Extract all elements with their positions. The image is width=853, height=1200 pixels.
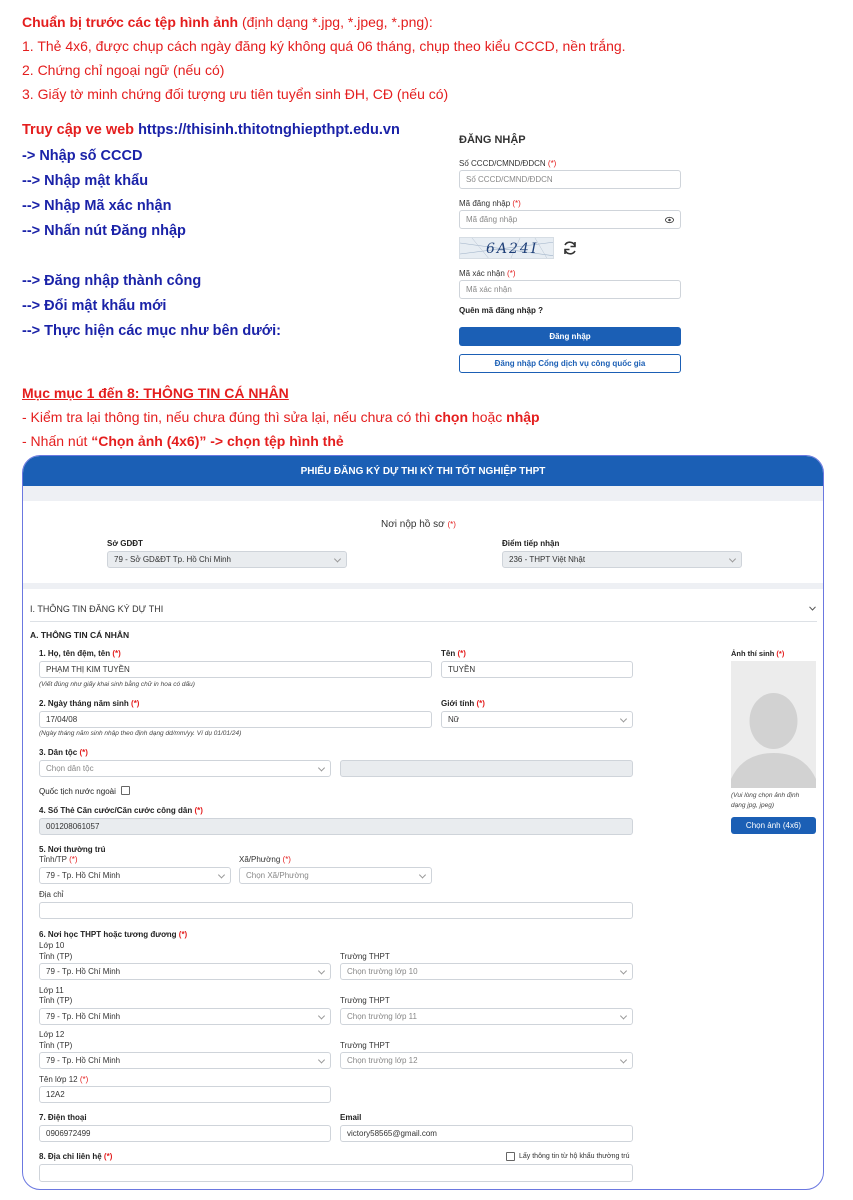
chevron-down-icon	[729, 555, 736, 562]
ward-select[interactable]	[239, 867, 432, 884]
req-mark: (*)	[457, 649, 466, 658]
note-text: hoặc	[468, 409, 507, 425]
class-12-name-input[interactable]: 12A2	[39, 1086, 331, 1103]
req-mark: (*)	[476, 699, 485, 708]
chevron-down-icon	[620, 715, 627, 722]
req-mark: (*)	[69, 855, 78, 864]
class-12-name-label	[39, 1075, 88, 1084]
req-mark: (*)	[282, 855, 291, 864]
step-3: --> Nhập Mã xác nhận	[22, 198, 172, 214]
contact-address-label	[39, 1152, 112, 1161]
chevron-down-icon	[218, 871, 225, 878]
ten-label-text: Tên	[441, 649, 456, 658]
intro-item-1: 1. Thẻ 4x6, được chụp cách ngày đăng ký không quá 06 tháng, chụp theo kiểu CCCD, nền trắng.	[22, 38, 626, 54]
login-pw-input[interactable]	[459, 210, 681, 229]
dob-input[interactable]: 17/04/08	[39, 711, 432, 728]
req-mark: (*)	[79, 748, 88, 757]
req-mark: (*)	[194, 806, 203, 815]
chevron-down-icon	[318, 967, 325, 974]
note-text: - Kiểm tra lại thông tin, nếu chưa đúng thì sửa lại, nếu chưa có thì	[22, 409, 435, 425]
gender-select[interactable]	[441, 711, 633, 728]
chevron-down-icon	[318, 764, 325, 771]
access-line	[22, 122, 400, 138]
grade-12-label: Lớp 12	[39, 1030, 65, 1039]
step-2: --> Nhập mật khẩu	[22, 173, 149, 189]
intro-item-2: 2. Chứng chỉ ngoại ngữ (nếu có)	[22, 62, 225, 78]
req-mark: (*)	[178, 930, 188, 939]
diem-label: Điểm tiếp nhận	[502, 539, 560, 548]
noi-nop-text: Nơi nộp hồ sơ	[381, 519, 445, 530]
req-mark: (*)	[447, 520, 456, 529]
grade-10-label: Lớp 10	[39, 941, 65, 950]
province-label	[39, 855, 78, 864]
full-name-input[interactable]: PHẠM THỊ KIM TUYỀN	[39, 661, 432, 678]
note-text: - Nhấn nút	[22, 433, 92, 449]
contact-address-label-text: 8. Địa chỉ liên hệ	[39, 1152, 102, 1161]
step-6: --> Đổi mật khẩu mới	[22, 298, 167, 314]
field-2-label-text: 2. Ngày tháng năm sinh	[39, 699, 129, 708]
chevron-down-icon	[620, 1012, 627, 1019]
email-input[interactable]: victory58565@gmail.com	[340, 1125, 633, 1142]
chevron-down-icon	[334, 555, 341, 562]
class-12-name-label-text: Tên lớp 12	[39, 1075, 78, 1084]
req-mark: (*)	[547, 159, 557, 168]
email-label: Email	[340, 1113, 362, 1122]
gov-login-button[interactable]: Đăng nhập Cổng dịch vụ công quốc gia	[459, 354, 681, 373]
refresh-icon[interactable]	[562, 240, 578, 256]
grade-12-province-label: Tỉnh (TP)	[39, 1041, 73, 1050]
grade-11-school-label: Trường THPT	[340, 996, 390, 1005]
ten-label	[441, 649, 466, 658]
photo-label-text: Ảnh thí sinh	[731, 649, 775, 658]
login-id-label	[459, 159, 556, 168]
full-name-hint: (Viết đúng như giấy khai sinh bằng chữ in hoa có dấu)	[39, 681, 195, 688]
so-gddt-value: 79 - Sở GD&ĐT Tp. Hồ Chí Minh	[114, 555, 231, 564]
req-mark: (*)	[112, 649, 121, 658]
photo-hint-2: dạng jpg, jpeg)	[731, 802, 775, 809]
access-url[interactable]: https://thisinh.thitotnghiepthpt.edu.vn	[138, 122, 400, 138]
note-bold-chon: chọn	[434, 409, 469, 425]
req-mark: (*)	[79, 1075, 89, 1084]
form-header: PHIẾU ĐĂNG KÝ DỰ THI KỲ THI TỐT NGHIỆP THPT	[23, 456, 823, 486]
step-5: --> Đăng nhập thành công	[22, 273, 202, 289]
field-6-label	[39, 930, 187, 939]
address-input[interactable]	[39, 902, 633, 919]
use-permanent-address-checkbox[interactable]	[506, 1152, 515, 1161]
ethnicity-placeholder: Chọn dân tộc	[46, 764, 94, 773]
chevron-down-icon	[620, 1056, 627, 1063]
field-2-label	[39, 699, 139, 708]
diem-select[interactable]	[502, 551, 742, 568]
captcha-image	[459, 237, 554, 259]
captcha-text: 6A24I	[486, 241, 539, 257]
foreign-nationality-label: Quốc tịch nước ngoài	[39, 787, 116, 796]
gender-label-text: Giới tính	[441, 699, 475, 708]
captcha-input[interactable]: Mã xác nhận	[459, 280, 681, 299]
section-1-title[interactable]: I. THÔNG TIN ĐĂNG KÝ DỰ THI	[30, 604, 164, 614]
note-bold-choose-photo: “Chọn ảnh (4x6)” -> chọn tệp hình thẻ	[91, 433, 344, 449]
grade-10-province-value: 79 - Tp. Hồ Chí Minh	[46, 967, 121, 976]
province-value: 79 - Tp. Hồ Chí Minh	[46, 871, 121, 880]
ethnicity-extra-input[interactable]	[340, 760, 633, 777]
intro-title-bold: Chuẩn bị trước các tệp hình ảnh	[22, 14, 239, 30]
grade-12-school-label: Trường THPT	[340, 1041, 390, 1050]
login-pw-label-text: Mã đăng nhập	[459, 199, 511, 208]
grade-10-school-select[interactable]	[340, 963, 633, 980]
field-3-label	[39, 748, 88, 757]
form-header-band	[23, 486, 823, 501]
ward-label	[239, 855, 291, 864]
field-4-label-text: 4. Số Thẻ Căn cước/Căn cước công dân	[39, 806, 193, 815]
ward-placeholder: Chọn Xã/Phường	[246, 871, 309, 880]
dob-hint: (Ngày tháng năm sinh nhập theo định dạng dd/mm/yy. Ví dụ 01/01/24)	[39, 730, 242, 737]
ward-label-text: Xã/Phường	[239, 855, 281, 864]
captcha-label	[459, 269, 516, 278]
login-id-label-text: Số CCCD/CMND/ĐDCN	[459, 159, 546, 168]
grade-12-school-placeholder: Chọn trường lớp 12	[347, 1056, 418, 1065]
so-gddt-select[interactable]	[107, 551, 347, 568]
captcha-label-text: Mã xác nhận	[459, 269, 505, 278]
chevron-down-icon[interactable]	[809, 606, 816, 611]
login-id-input[interactable]: Số CCCD/CMND/ĐDCN	[459, 170, 681, 189]
foreign-nationality-checkbox[interactable]	[121, 786, 130, 795]
grade-11-province-label: Tỉnh (TP)	[39, 996, 73, 1005]
noi-nop-title	[381, 519, 456, 530]
province-select[interactable]	[39, 867, 231, 884]
province-label-text: Tỉnh/TP	[39, 855, 67, 864]
intro-item-3: 3. Giấy tờ minh chứng đối tượng ưu tiên tuyển sinh ĐH, CĐ (nếu có)	[22, 86, 449, 102]
section-note-heading: Mục mục 1 đến 8: THÔNG TIN CÁ NHÂN	[22, 385, 289, 401]
first-name-input[interactable]: TUYỀN	[441, 661, 633, 678]
phone-input[interactable]: 0906972499	[39, 1125, 331, 1142]
use-permanent-address-label: Lấy thông tin từ hộ khẩu thường trú	[519, 1153, 630, 1160]
phone-label: 7. Điện thoại	[39, 1113, 87, 1122]
address-label: Địa chỉ	[39, 890, 64, 899]
grade-11-province-value: 79 - Tp. Hồ Chí Minh	[46, 1012, 121, 1021]
gender-label	[441, 699, 485, 708]
contact-address-textarea[interactable]	[39, 1164, 633, 1182]
photo-hint-1: (Vui lòng chọn ảnh định	[731, 792, 800, 799]
grade-12-province-value: 79 - Tp. Hồ Chí Minh	[46, 1056, 121, 1065]
step-1: -> Nhập số CCCD	[22, 148, 143, 164]
access-prefix: Truy cập ve web	[22, 122, 139, 138]
step-7: --> Thực hiện các mục như bên dưới:	[22, 323, 281, 339]
grade-12-province-select[interactable]	[39, 1052, 331, 1069]
grade-11-province-select[interactable]	[39, 1008, 331, 1025]
req-mark: (*)	[507, 269, 516, 278]
req-mark: (*)	[776, 649, 785, 658]
ethnicity-select[interactable]	[39, 760, 331, 777]
eye-icon[interactable]	[665, 216, 674, 224]
req-mark: (*)	[131, 699, 140, 708]
req-mark: (*)	[103, 1152, 113, 1161]
chevron-down-icon	[318, 1012, 325, 1019]
so-gddt-label: Sở GDĐT	[107, 539, 143, 548]
photo-placeholder	[731, 661, 816, 788]
grade-10-school-label: Trường THPT	[340, 952, 390, 961]
grade-11-label: Lớp 11	[39, 986, 64, 995]
login-button[interactable]: Đăng nhập	[459, 327, 681, 346]
photo-label	[731, 649, 784, 658]
login-pw-placeholder: Mã đăng nhập	[466, 215, 518, 224]
chevron-down-icon	[318, 1056, 325, 1063]
grade-10-school-placeholder: Chọn trường lớp 10	[347, 967, 418, 976]
field-6-label-text: 6. Nơi học THPT hoặc tương đương	[39, 930, 177, 939]
grade-10-province-label: Tỉnh (TP)	[39, 952, 73, 961]
grade-12-school-select[interactable]	[340, 1052, 633, 1069]
field-5-label: 5. Nơi thường trú	[39, 845, 106, 854]
field-1-label-text: 1. Họ, tên đệm, tên	[39, 649, 111, 658]
section-note-line2	[22, 433, 344, 449]
req-mark: (*)	[512, 199, 521, 208]
chevron-down-icon	[620, 967, 627, 974]
login-title: ĐĂNG NHẬP	[459, 134, 526, 146]
grade-10-province-select[interactable]	[39, 963, 331, 980]
note-bold-nhap: nhập	[506, 409, 540, 425]
grade-11-school-select[interactable]	[340, 1008, 633, 1025]
chevron-down-icon	[419, 871, 426, 878]
intro-title	[22, 14, 433, 30]
forgot-link[interactable]: Quên mã đăng nhập ?	[459, 306, 544, 315]
gender-value: Nữ	[448, 715, 460, 724]
login-pw-label	[459, 199, 521, 208]
field-4-label	[39, 806, 203, 815]
cccd-input[interactable]: 001208061057	[39, 818, 633, 835]
divider-band	[23, 583, 823, 589]
intro-title-rest: (định dạng *.jpg, *.jpeg, *.png):	[238, 14, 433, 30]
divider	[30, 621, 817, 622]
field-1-label	[39, 649, 121, 658]
field-3-label-text: 3. Dân tộc	[39, 748, 78, 757]
grade-11-school-placeholder: Chọn trường lớp 11	[347, 1012, 417, 1021]
avatar-icon	[731, 661, 816, 788]
section-note-line1	[22, 409, 540, 425]
section-a-title: A. THÔNG TIN CÁ NHÂN	[30, 630, 130, 640]
step-4: --> Nhấn nút Đăng nhập	[22, 223, 186, 239]
choose-photo-button[interactable]: Chọn ảnh (4x6)	[731, 817, 816, 834]
diem-value: 236 - THPT Việt Nhật	[509, 555, 586, 564]
